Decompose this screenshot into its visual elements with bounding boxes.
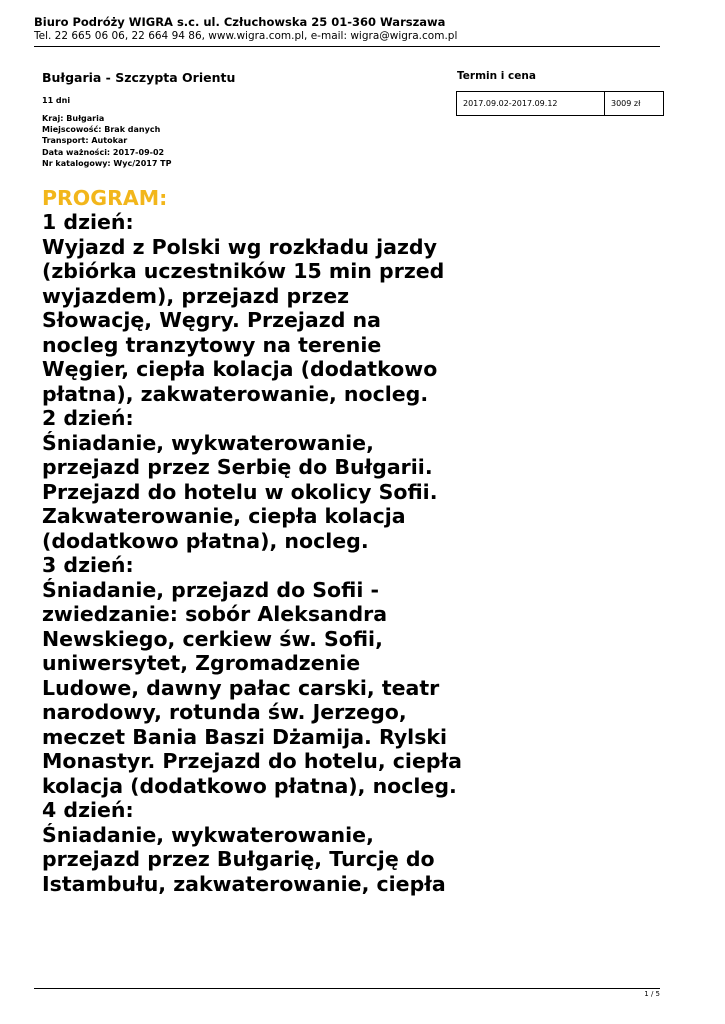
dates-heading: Termin i cena xyxy=(457,70,536,82)
day-1-text: Wyjazd z Polski wg rozkładu jazdy (zbiórka uczestników 15 min przed wyjazdem), przejazd przez Słowację, Węgry. Przejazd na nocleg tranzytowy na terenie Węgier, ciepła kolacja (dodatkowo płatna), zakwaterowanie, nocleg. xyxy=(42,234,445,406)
day-4-heading: 4 dzień: xyxy=(42,798,134,822)
detail-transport: Transport: Autokar xyxy=(42,136,128,146)
day-3-heading: 3 dzień: xyxy=(42,553,134,577)
trip-details xyxy=(42,113,172,169)
detail-country: Kraj: Bułgaria xyxy=(42,114,105,123)
detail-validity-date: Data ważności: 2017-09-02 xyxy=(42,147,165,157)
header-divider xyxy=(34,46,660,47)
page-number: 1 / 5 xyxy=(644,990,660,998)
detail-catalog-number: Nr katalogowy: Wyc/2017 TP xyxy=(42,158,172,168)
program-body xyxy=(42,210,462,896)
detail-location: Miejscowość: Brak danych xyxy=(42,125,161,135)
table-row xyxy=(457,92,664,116)
dates-table xyxy=(456,91,664,116)
day-3-text: Śniadanie, przejazd do Sofii - zwiedzanie: sobór Aleksandra Newskiego, cerkiew św. Sofii, uniwersytet, Zgromadzenie Ludowe, dawny pałac carski, teatr narodowy, rotunda św. Jerzego, meczet Bania Baszi Dżamija. Rylski Monastyr. Przejazd do hotelu, ciepła kolacja (dodatkowo płatna), nocleg. xyxy=(42,577,462,798)
trip-duration: 11 dni xyxy=(42,96,71,105)
date-range-cell: 2017.09.02-2017.09.12 xyxy=(457,92,605,116)
day-1-heading: 1 dzień: xyxy=(42,210,134,234)
trip-title: Bułgaria - Szczypta Orientu xyxy=(42,70,236,85)
program-heading: PROGRAM: xyxy=(42,186,168,210)
program-section xyxy=(42,186,462,896)
price-cell: 3009 zł xyxy=(605,92,664,116)
day-4-text: Śniadanie, wykwaterowanie, przejazd przez Bułgarię, Turcję do Istambułu, zakwaterowanie, ciepła xyxy=(42,822,446,896)
company-header: Biuro Podróży WIGRA s.c. ul. Człuchowska 25 01-360 Warszawa xyxy=(34,15,446,29)
footer-divider xyxy=(34,988,660,989)
contact-info: Tel. 22 665 06 06, 22 664 94 86, www.wigra.com.pl, e-mail: wigra@wigra.com.pl xyxy=(34,30,458,42)
day-2-heading: 2 dzień: xyxy=(42,406,134,430)
day-2-text: Śniadanie, wykwaterowanie, przejazd przez Serbię do Bułgarii. Przejazd do hotelu w okolicy Sofii. Zakwaterowanie, ciepła kolacja (dodatkowo płatna), nocleg. xyxy=(42,430,438,553)
